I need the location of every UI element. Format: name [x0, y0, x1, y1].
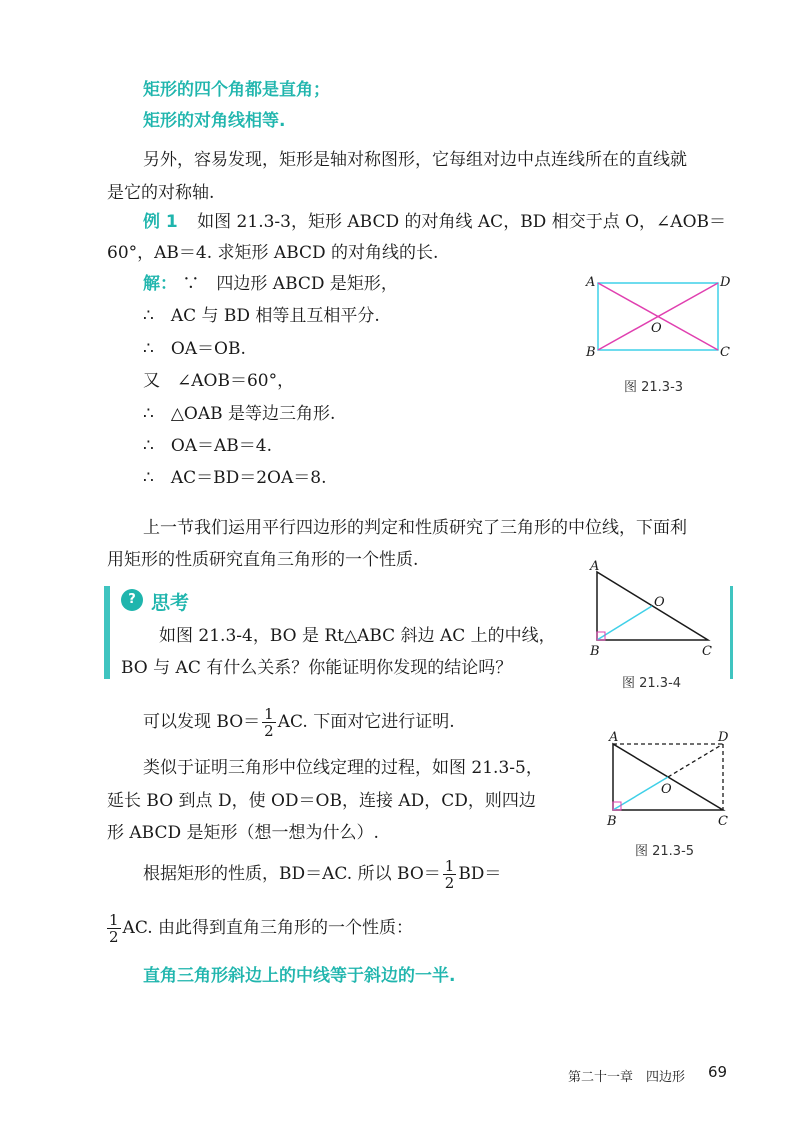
solution-step-3: ∴ OA＝OB.: [143, 339, 246, 359]
discover-suffix: AC. 下面对它进行证明.: [277, 712, 455, 732]
theorem-angles: 矩形的四个角都是直角；: [143, 80, 330, 100]
figure-21-3-5: [595, 727, 745, 832]
fraction-numerator: 1: [444, 857, 455, 875]
similar-line2: 延长 BO 到点 D，使 OD＝OB，连接 AD，CD，则四边: [107, 791, 536, 811]
think-title: 思考: [151, 592, 190, 614]
label-b: B: [607, 814, 617, 829]
transition-paragraph: 上一节我们运用平行四边形的判定和性质研究了三角形的中位线，下面利用矩形的性质研究直角三角形的一个性质.: [107, 518, 687, 570]
label-c: C: [718, 814, 728, 829]
think-line1: 如图 21.3-4，BO 是 Rt△ABC 斜边 AC 上的中线，: [159, 626, 556, 646]
property-line2-suffix: AC. 由此得到直角三角形的一个性质：: [122, 918, 414, 938]
segment-od: [668, 744, 723, 777]
lightbulb-icon: ?: [121, 589, 143, 611]
solution-step-1: ∵ 四边形 ABCD 是矩形，: [182, 274, 398, 294]
page-number: 69: [708, 1063, 728, 1081]
property-prefix: 根据矩形的性质，BD＝AC. 所以 BO＝: [143, 864, 441, 884]
solution-step-5: ∴ △OAB 是等边三角形.: [143, 404, 336, 424]
fraction-half: [443, 858, 457, 891]
figure-caption-1: 图 21.3-3: [624, 380, 684, 395]
fraction-denominator: 2: [109, 928, 119, 946]
example-line2: 60°，AB＝4. 求矩形 ABCD 的对角线的长.: [107, 243, 439, 263]
label-a: A: [586, 275, 596, 290]
label-o: O: [654, 595, 665, 610]
example-line1: [143, 210, 726, 234]
similar-line1: 类似于证明三角形中位线定理的过程，如图 21.3-5，: [143, 758, 543, 778]
solution-step-7: ∴ AC＝BD＝2OA＝8.: [143, 468, 327, 488]
example-text-1: 如图 21.3-3，矩形 ABCD 的对角线 AC，BD 相交于点 O，∠AOB＝: [197, 212, 727, 232]
label-c: C: [720, 345, 730, 360]
discover-prefix: 可以发现 BO＝: [143, 712, 261, 732]
similar-line3: 形 ABCD 是矩形（想一想为什么）.: [107, 823, 379, 843]
think-line2: BO 与 AC 有什么关系？你能证明你发现的结论吗？: [121, 658, 513, 678]
footer-chapter: 第二十一章 四边形: [568, 1070, 686, 1085]
fraction-half: [262, 706, 276, 739]
fraction-denominator: 2: [264, 722, 274, 740]
label-d: D: [718, 730, 729, 745]
fraction-numerator: 1: [264, 705, 274, 723]
label-c: C: [702, 644, 712, 659]
fraction-denominator: 2: [444, 874, 455, 892]
theorem-diagonals: 矩形的对角线相等.: [143, 111, 286, 131]
label-d: D: [720, 275, 731, 290]
example-label: 例 1: [143, 212, 178, 232]
label-o: O: [651, 321, 662, 336]
figure-caption-2: 图 21.3-4: [622, 676, 682, 691]
fraction-numerator: 1: [109, 911, 119, 929]
solution-step-2: ∴ AC 与 BD 相等且互相平分.: [143, 306, 380, 326]
label-b: B: [586, 345, 596, 360]
intro-paragraph: 另外，容易发现，矩形是轴对称图形，它每组对边中点连线所在的直线就是它的对称轴.: [107, 150, 687, 203]
solution-label: 解：: [143, 274, 177, 294]
solution-step-6: ∴ OA＝AB＝4.: [143, 436, 273, 456]
property-suffix: BD＝: [458, 864, 502, 884]
label-o: O: [661, 782, 672, 797]
solution-step-4: 又 ∠AOB＝60°，: [143, 371, 295, 391]
fraction-half: [107, 912, 121, 945]
label-a: A: [590, 559, 600, 574]
label-b: B: [590, 644, 600, 659]
property-line1: [143, 858, 501, 891]
think-right-bar: [730, 586, 733, 679]
think-left-bar: [104, 586, 110, 679]
property-line2: [107, 912, 413, 945]
label-a: A: [609, 730, 619, 745]
figure-21-3-4: [580, 558, 730, 668]
figure-caption-3: 图 21.3-5: [635, 844, 695, 859]
discover-line: [143, 706, 455, 739]
conclusion: 直角三角形斜边上的中线等于斜边的一半.: [143, 966, 456, 986]
solution-line1: [143, 272, 398, 296]
